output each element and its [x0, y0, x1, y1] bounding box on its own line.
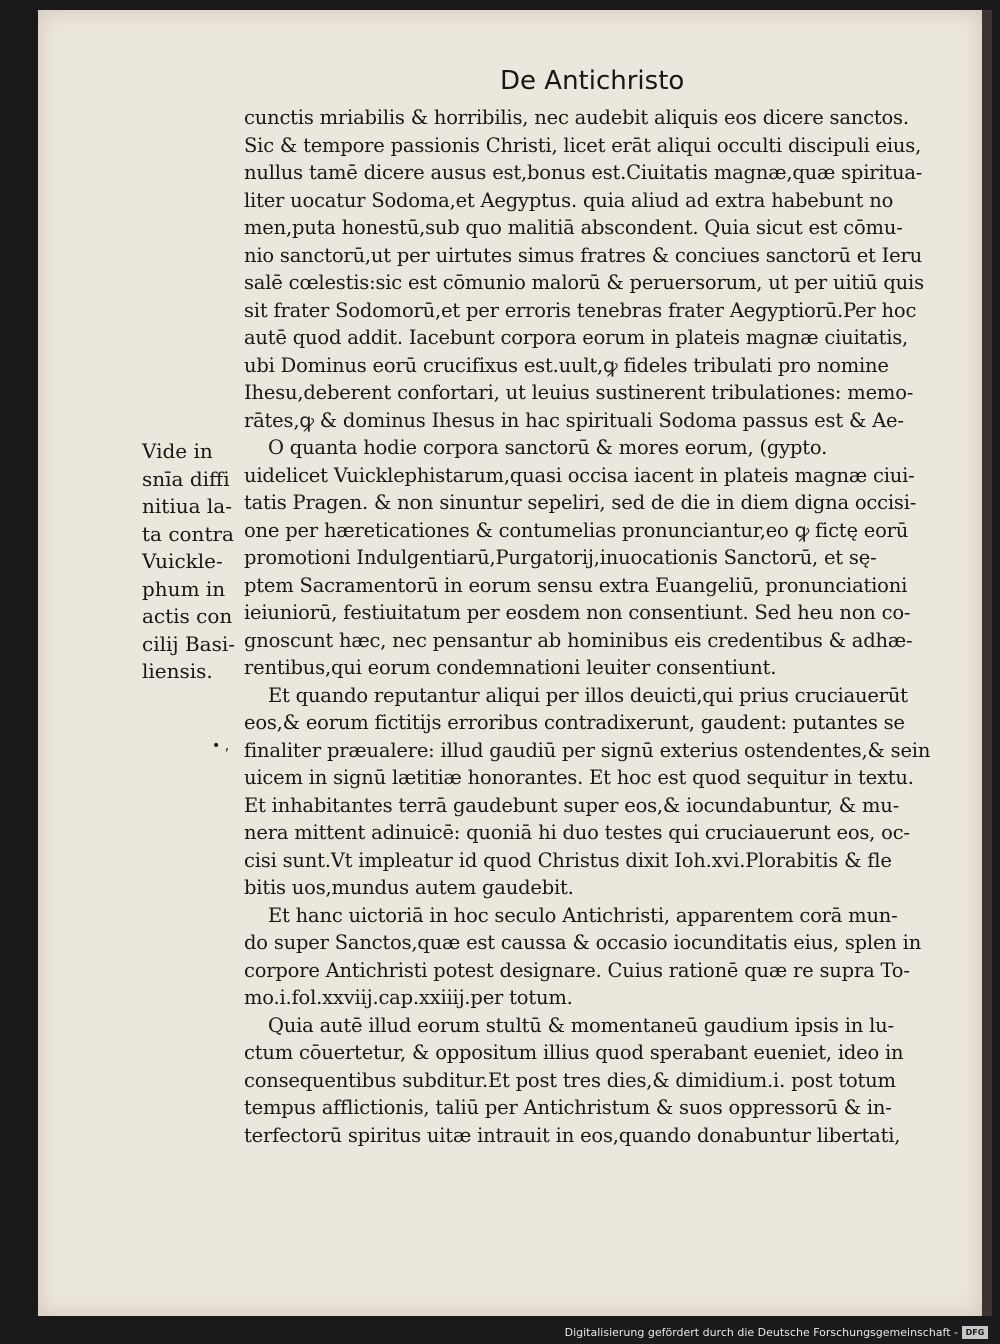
text-line: ieiuniorū, festiuitatum per eosdem non consentiunt. Sed heu non co- — [244, 601, 911, 624]
text-line: tempus afflictionis, taliū per Antichristum & suos oppressorū & in- — [244, 1096, 892, 1119]
text-line: uidelicet Vuicklephistarum,quasi occisa iacent in plateis magnæ ciui- — [244, 463, 915, 487]
text-line: sit frater Sodomorū,et per erroris tenebras frater Aegyptiorū.Per hoc — [244, 298, 917, 322]
text-line: one per hæreticationes & contumelias pronunciantur,eo ꝙ fictę eorū — [244, 518, 909, 542]
text-line: salē cœlestis:sic est cōmunio malorū & peruersorum, ut per uitiū quis — [244, 271, 924, 294]
text-line: Et hanc uictoriā in hoc seculo Antichristi, apparentem corā mun- — [268, 903, 898, 927]
marginal-note-line: liensis. — [142, 659, 213, 683]
text-line: Sic & tempore passionis Christi, licet erāt aliqui occulti discipuli eius, — [244, 133, 922, 157]
footer-credit: Digitalisierung gefördert durch die Deutsche Forschungsgemeinschaft - — [564, 1326, 958, 1339]
text-line: cunctis mriabilis & horribilis, nec audebit aliquis eos dicere sanctos. — [244, 106, 909, 129]
text-line: Et inhabitantes terrā gaudebunt super eos,& iocundabuntur, & mu- — [244, 793, 899, 817]
text-line: eos,& eorum fictitijs erroribus contradixerunt, gaudent: putantes se — [244, 711, 905, 734]
text-line: ptem Sacramentorū in eorum sensu extra Euangeliū, pronunciationi — [244, 573, 908, 597]
text-line: men,puta honestū,sub quo malitiā abscondent. Quia sicut est cōmu- — [244, 216, 903, 239]
text-line: gnoscunt hæc, nec pensantur ab hominibus eis credentibus & adhæ- — [244, 628, 913, 652]
text-line: tatis Pragen. & non sinuntur sepeliri, sed de die in diem digna occisi- — [244, 491, 917, 514]
text-line: corpore Antichristi potest designare. Cuius rationē quæ re supra To- — [244, 958, 910, 982]
text-line: nullus tamē dicere ausus est,bonus est.Ciuitatis magnæ,quæ spiritua- — [244, 161, 923, 184]
marginal-note-line: nitiua la- — [142, 494, 232, 518]
marginal-note-line: ta contra — [142, 521, 234, 546]
body-text — [244, 104, 960, 1149]
marginal-note-line: actis con — [142, 604, 233, 628]
text-line: bitis uos,mundus autem gaudebit. — [244, 876, 574, 899]
marginal-note-line: phum in — [142, 576, 226, 601]
text-line: ubi Dominus eorū crucifixus est.uult,ꝙ fideles tribulati pro nomine — [244, 353, 889, 377]
marginal-note-line: cilij Basi- — [142, 631, 235, 656]
text-line: uicem in signū lætitiæ honorantes. Et hoc est quod sequitur in textu. — [244, 766, 914, 789]
text-line: ctum cōuertetur, & oppositum illius quod sperabant eueniet, ideo in — [244, 1041, 904, 1064]
text-line: O quanta hodie corpora sanctorū & mores eorum, (gypto. — [268, 436, 828, 459]
text-line: nera mittent adinuicē: quoniā hi duo testes qui cruciauerunt eos, oc- — [244, 821, 910, 844]
text-line: mo.i.fol.xxviij.cap.xxiiij.per totum. — [244, 986, 573, 1009]
text-line: Quia autē illud eorum stultū & momentaneū gaudium ipsis in lu- — [268, 1013, 894, 1037]
text-line: rātes,ꝙ & dominus Ihesus in hac spirituali Sodoma passus est & Ae- — [244, 408, 904, 432]
page-edge — [982, 10, 992, 1316]
text-line: consequentibus subditur.Et post tres dies,& dimidium.i. post totum — [244, 1068, 896, 1092]
text-line: promotioni Indulgentiarū,Purgatorij,inuocationis Sanctorū, et sę- — [244, 546, 877, 569]
text-line: finaliter præualere: illud gaudiū per signū exterius ostendentes,& sein — [244, 738, 931, 762]
text-line: Et quando reputantur aliqui per illos deuicti,qui prius cruciauerūt — [268, 683, 908, 707]
marginal-note-line: snīa diffi — [142, 466, 230, 491]
marginal-note-line: Vuickle- — [142, 549, 223, 573]
marginal-note-line: Vide in — [142, 439, 213, 463]
text-line: nio sanctorū,ut per uirtutes simus fratres & conciues sanctorū et Ieru — [244, 243, 923, 267]
text-line: rentibus,qui eorum condemnationi leuiter consentiunt. — [244, 656, 777, 679]
dfg-logo: DFG — [962, 1326, 988, 1339]
marginal-note — [142, 438, 242, 686]
text-line: Ihesu,deberent confortari, ut leuius sustinerent tribulationes: memo- — [244, 381, 914, 404]
text-line: autē quod addit. Iacebunt corpora eorum in plateis magnæ ciuitatis, — [244, 326, 909, 349]
text-line: do super Sanctos,quæ est caussa & occasio iocunditatis eius, splen in — [244, 931, 922, 954]
margin-marks: • , — [212, 738, 230, 754]
text-line: liter uocatur Sodoma,et Aegyptus. quia aliud ad extra habebunt no — [244, 188, 894, 212]
running-head: De Antichristo — [500, 66, 685, 96]
text-line: terfectorū spiritus uitæ intrauit in eos,quando donabuntur libertati, — [244, 1123, 901, 1147]
text-line: cisi sunt.Vt impleatur id quod Christus dixit Ioh.xvi.Plorabitis & fle — [244, 848, 892, 872]
footer — [565, 1326, 988, 1339]
